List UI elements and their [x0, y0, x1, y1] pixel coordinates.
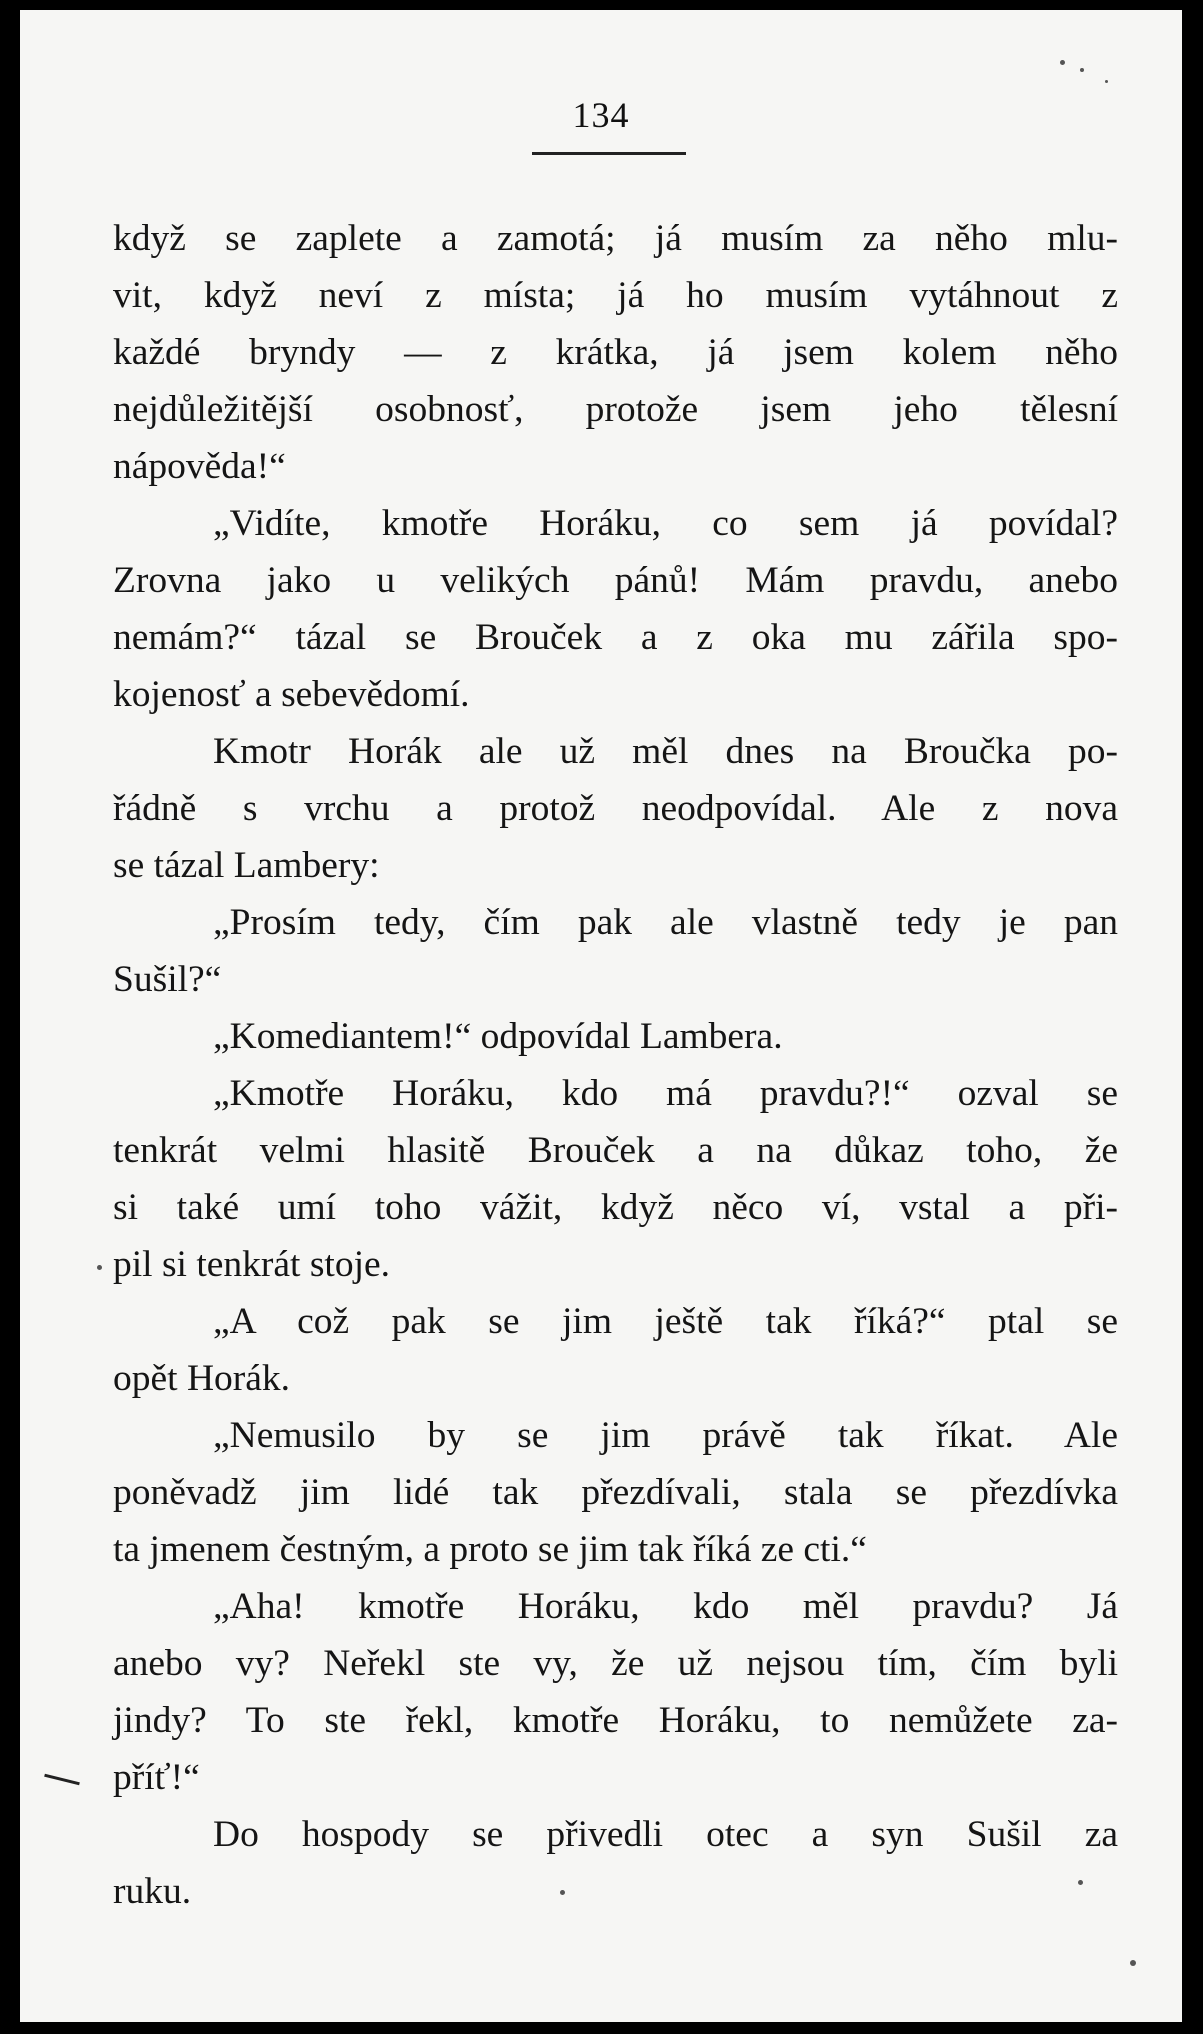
paper-speck: [1105, 80, 1108, 83]
book-page: [20, 10, 1182, 2022]
page-header: [20, 94, 1182, 136]
text-line: „A což pak se jim ještě tak říká?“ ptal se: [213, 1301, 1118, 1342]
text-line: opět Horák.: [113, 1358, 291, 1399]
page-number: 134: [572, 95, 630, 135]
text-line: ta jmenem čestným, a proto se jim tak říká ze cti.“: [113, 1529, 867, 1570]
paper-speck: [97, 1265, 102, 1270]
text-line: si také umí toho vážit, když něco ví, vstal a při-: [113, 1187, 1118, 1228]
text-line: příť!“: [113, 1757, 200, 1798]
text-line: Do hospody se přivedli otec a syn Sušil za: [213, 1814, 1118, 1855]
text-line: pil si tenkrát stoje.: [113, 1244, 391, 1285]
text-line: jindy? To ste řekl, kmotře Horáku, to nemůžete za-: [113, 1700, 1118, 1741]
text-line: Kmotr Horák ale už měl dnes na Broučka po-: [213, 731, 1118, 772]
body-text: [113, 210, 1118, 1920]
paper-speck: [1080, 68, 1084, 72]
text-line: „Komediantem!“ odpovídal Lambera.: [213, 1016, 783, 1057]
text-line: tenkrát velmi hlasitě Brouček a na důkaz toho, že: [113, 1130, 1118, 1171]
text-line: „Nemusilo by se jim právě tak říkat. Ale: [213, 1415, 1118, 1456]
text-line: nejdůležitější osobnosť, protože jsem jeho tělesní: [113, 389, 1118, 430]
text-line: nápověda!“: [113, 446, 286, 487]
paper-speck: [1060, 60, 1065, 65]
text-line: Sušil?“: [113, 959, 222, 1000]
text-line: vit, když neví z místa; já ho musím vytáhnout z: [113, 275, 1118, 316]
header-rule: [532, 152, 686, 155]
text-line: kojenosť a sebevědomí.: [113, 674, 470, 715]
text-line: anebo vy? Neřekl ste vy, že už nejsou tím, čím byli: [113, 1643, 1118, 1684]
text-line: „Vidíte, kmotře Horáku, co sem já povídal?: [213, 503, 1118, 544]
text-line: řádně s vrchu a protož neodpovídal. Ale z nova: [113, 788, 1118, 829]
text-line: se tázal Lambery:: [113, 845, 380, 886]
text-line: „Kmotře Horáku, kdo má pravdu?!“ ozval se: [213, 1073, 1118, 1114]
paper-speck: [1130, 1960, 1136, 1966]
text-line: „Aha! kmotře Horáku, kdo měl pravdu? Já: [213, 1586, 1118, 1627]
scan-edge: [1182, 0, 1203, 2034]
paper-speck: [560, 1890, 565, 1895]
text-line: nemám?“ tázal se Brouček a z oka mu zářila spo-: [113, 617, 1118, 658]
text-line: poněvadž jim lidé tak přezdívali, stala se přezdívka: [113, 1472, 1118, 1513]
margin-mark: [44, 1774, 80, 1786]
paper-speck: [1078, 1880, 1083, 1885]
text-line: každé bryndy — z krátka, já jsem kolem něho: [113, 332, 1118, 373]
text-line: Zrovna jako u velikých pánů! Mám pravdu, anebo: [113, 560, 1118, 601]
text-line: když se zaplete a zamotá; já musím za něho mlu-: [113, 218, 1118, 259]
text-line: „Prosím tedy, čím pak ale vlastně tedy je pan: [213, 902, 1118, 943]
text-line: ruku.: [113, 1871, 192, 1912]
